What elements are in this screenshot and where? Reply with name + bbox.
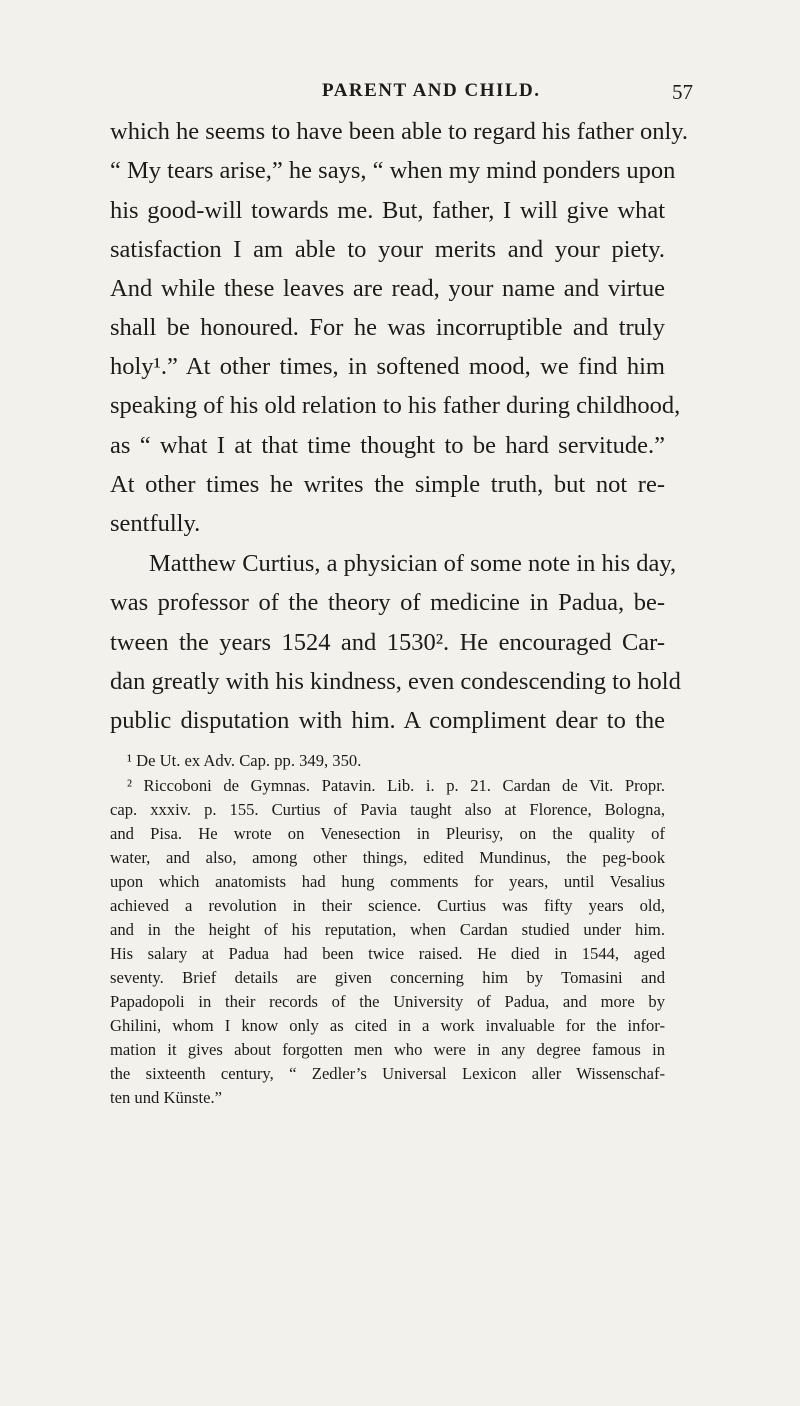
page-number: 57 [672,80,693,104]
body-line: And while these leaves are read, your name and virtue [110,275,665,302]
body-line: shall be honoured. For he was incorruptible and truly [110,314,665,341]
footnote-line: seventy. Brief details are given concerning him by Tomasini and [110,968,665,987]
footnote-line: His salary at Padua had been twice raised. He died in 1544, aged [110,944,665,963]
body-line: speaking of his old relation to his father during childhood, [110,392,681,419]
footnote-line: cap. xxxiv. p. 155. Curtius of Pavia taught also at Florence, Bologna, [110,800,665,819]
body-line: public disputation with him. A compliment dear to the [110,707,665,734]
body-line: holy¹.” At other times, in softened mood, we find him [110,353,665,380]
body-line: At other times he writes the simple truth, but not re- [110,471,665,498]
body-line: tween the years 1524 and 1530². He encouraged Car- [110,629,665,656]
body-line: dan greatly with his kindness, even condescending to hold [110,668,681,695]
footnote-line: achieved a revolution in their science. Curtius was fifty years old, [110,896,665,915]
footnote-line: ten und Künste.” [110,1088,222,1107]
body-line: his good-will towards me. But, father, I will give what [110,197,665,224]
running-head [0,80,800,110]
body-line: as “ what I at that time thought to be hard servitude.” [110,432,665,459]
footnote-line: upon which anatomists had hung comments for years, until Vesalius [110,872,665,891]
running-title: PARENT AND CHILD. [322,80,541,101]
footnote-line: and in the height of his reputation, when Cardan studied under him. [110,920,665,939]
body-line: was professor of the theory of medicine in Padua, be- [110,589,665,616]
body-line: sentfully. [110,510,201,537]
body-line: satisfaction I am able to your merits and your piety. [110,236,665,263]
footnote-line: ² Riccoboni de Gymnas. Patavin. Lib. i. p. 21. Cardan de Vit. Propr. [127,776,665,795]
body-line: Matthew Curtius, a physician of some note in his day, [149,550,677,577]
footnote-line: and Pisa. He wrote on Venesection in Pleurisy, on the quality of [110,824,665,843]
body-line: which he seems to have been able to regard his father only. [110,118,689,145]
footnote-line: the sixteenth century, “ Zedler’s Universal Lexicon aller Wissenschaf- [110,1064,665,1083]
footnote-line: Ghilini, whom I know only as cited in a work invaluable for the infor- [110,1016,665,1035]
footnote-line: ¹ De Ut. ex Adv. Cap. pp. 349, 350. [127,751,362,770]
body-line: “ My tears arise,” he says, “ when my mind ponders upon [110,157,676,184]
footnote-line: water, and also, among other things, edited Mundinus, the peg-book [110,848,665,867]
footnote-line: mation it gives about forgotten men who were in any degree famous in [110,1040,665,1059]
footnote-line: Papadopoli in their records of the University of Padua, and more by [110,992,665,1011]
